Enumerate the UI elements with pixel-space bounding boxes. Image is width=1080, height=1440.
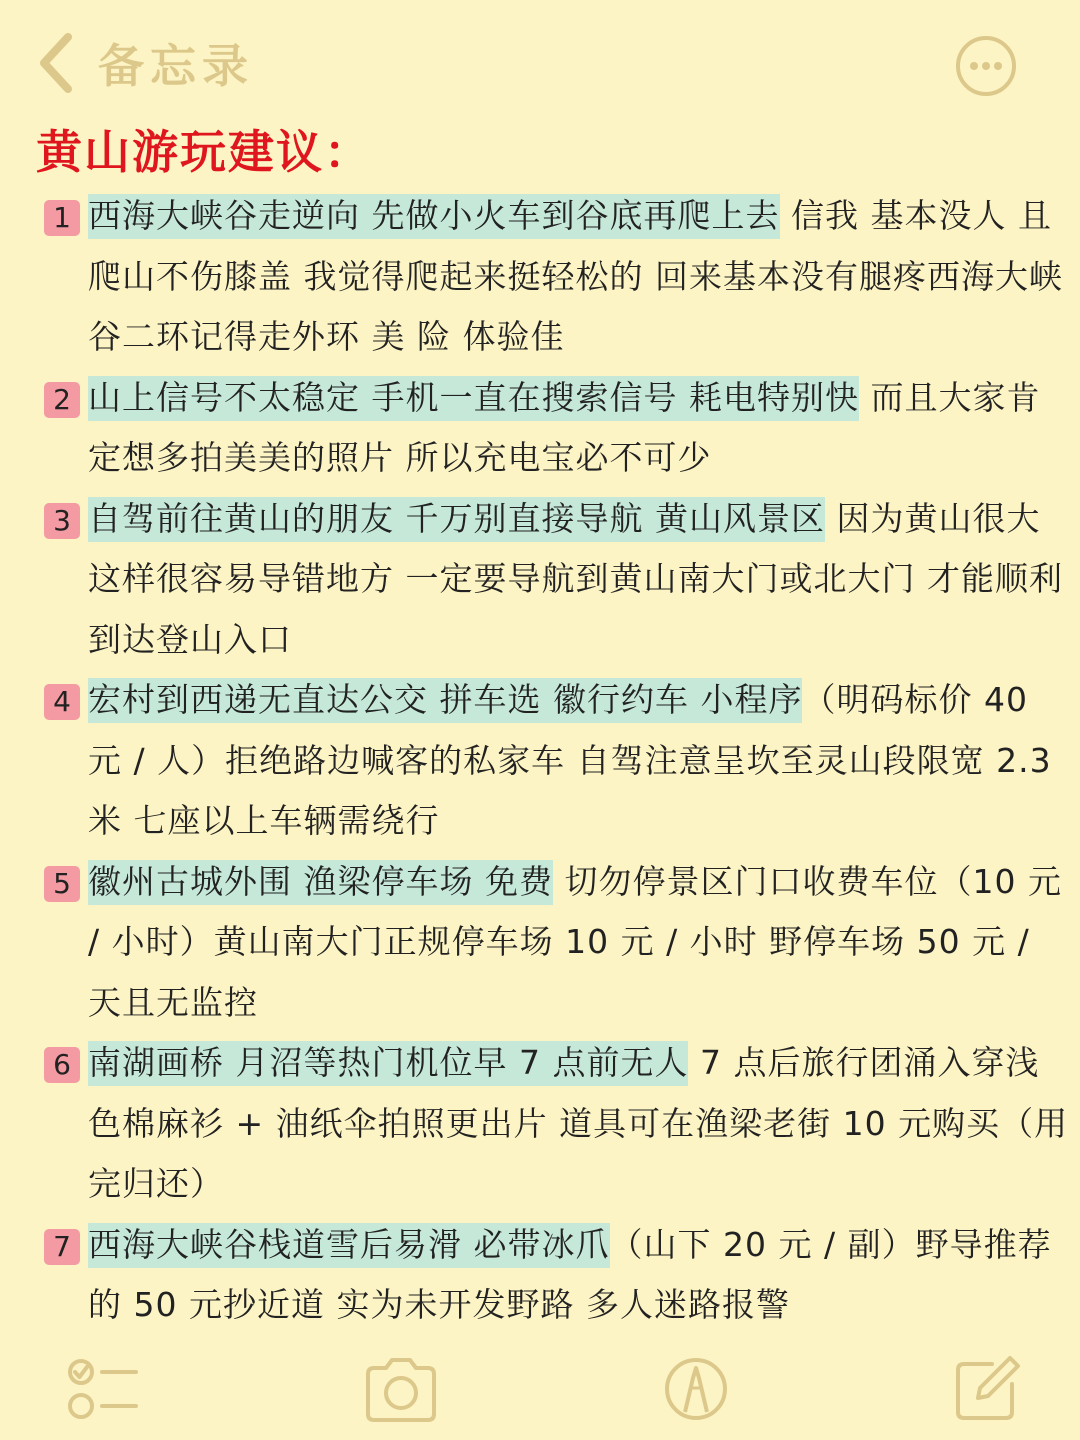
item-number-badge: 5 bbox=[44, 866, 80, 902]
highlighted-text: 自驾前往黄山的朋友 千万别直接导航 黄山风景区 bbox=[88, 497, 825, 542]
list-item bbox=[0, 1215, 1080, 1336]
markup-pen-icon bbox=[663, 1354, 729, 1424]
checklist-icon bbox=[64, 1354, 140, 1424]
back-label: 备忘录 bbox=[98, 39, 254, 93]
highlighted-text: 徽州古城外围 渔梁停车场 免费 bbox=[88, 860, 553, 905]
highlighted-text: 南湖画桥 月沼等热门机位早 7 点前无人 bbox=[88, 1041, 688, 1086]
top-bar bbox=[0, 0, 1080, 120]
item-text: （山下 20 元 / 副）野导推荐的 50 元抄近道 实为未开发野路 多人迷路报警 bbox=[88, 1224, 1052, 1324]
note-title: 黄山游玩建议： bbox=[36, 125, 372, 179]
item-number-badge: 4 bbox=[44, 684, 80, 720]
highlighted-text: 宏村到西递无直达公交 拼车选 徽行约车 小程序 bbox=[88, 678, 802, 723]
compose-icon bbox=[952, 1354, 1022, 1424]
camera-button[interactable] bbox=[362, 1354, 440, 1424]
list-item bbox=[0, 489, 1080, 671]
list-item bbox=[0, 852, 1080, 1034]
chevron-left-icon bbox=[36, 31, 76, 95]
item-number-badge: 7 bbox=[44, 1229, 80, 1265]
item-number-badge: 3 bbox=[44, 503, 80, 539]
camera-icon bbox=[362, 1354, 440, 1424]
item-number-badge: 2 bbox=[44, 382, 80, 418]
bottom-toolbar bbox=[0, 1340, 1080, 1440]
highlighted-text: 西海大峡谷栈道雪后易滑 必带冰爪 bbox=[88, 1223, 610, 1268]
checklist-button[interactable] bbox=[64, 1354, 140, 1424]
list-item bbox=[0, 1033, 1080, 1215]
item-text: 信我 基本没人 且爬山不伤膝盖 我觉得爬起来挺轻松的 回来基本没有腿疼西海大峡谷二环记得走外环 美 险 体验佳 bbox=[88, 196, 1063, 356]
back-button[interactable] bbox=[36, 28, 254, 98]
list-item bbox=[0, 670, 1080, 852]
item-text: 而且大家肯定想多拍美美的照片 所以充电宝必不可少 bbox=[88, 377, 1041, 477]
compose-button[interactable] bbox=[952, 1354, 1022, 1424]
note-body[interactable] bbox=[0, 186, 1080, 1336]
list-item bbox=[0, 186, 1080, 368]
item-number-badge: 1 bbox=[44, 200, 80, 236]
markup-button[interactable] bbox=[663, 1354, 729, 1424]
list-item bbox=[0, 368, 1080, 489]
highlighted-text: 西海大峡谷走逆向 先做小火车到谷底再爬上去 bbox=[88, 194, 780, 239]
item-text: （明码标价 40 元 / 人）拒绝路边喊客的私家车 自驾注意呈坎至灵山段限宽 2.3 米 七座以上车辆需绕行 bbox=[88, 680, 1052, 840]
more-button[interactable] bbox=[954, 34, 1018, 98]
more-icon bbox=[954, 34, 1018, 98]
item-text: 因为黄山很大 这样很容易导错地方 一定要导航到黄山南大门或北大门 才能顺利到达登山入口 bbox=[88, 498, 1063, 659]
item-text: 切勿停景区门口收费车位（10 元 / 小时）黄山南大门正规停车场 10 元 / 小时 野停车场 50 元 / 天且无监控 bbox=[88, 861, 1062, 1022]
highlighted-text: 山上信号不太稳定 手机一直在搜索信号 耗电特别快 bbox=[88, 376, 859, 421]
item-text: 7 点后旅行团涌入穿浅色棉麻衫 + 油纸伞拍照更出片 道具可在渔梁老街 10 元购买（用完归还） bbox=[88, 1043, 1069, 1203]
item-number-badge: 6 bbox=[44, 1047, 80, 1083]
